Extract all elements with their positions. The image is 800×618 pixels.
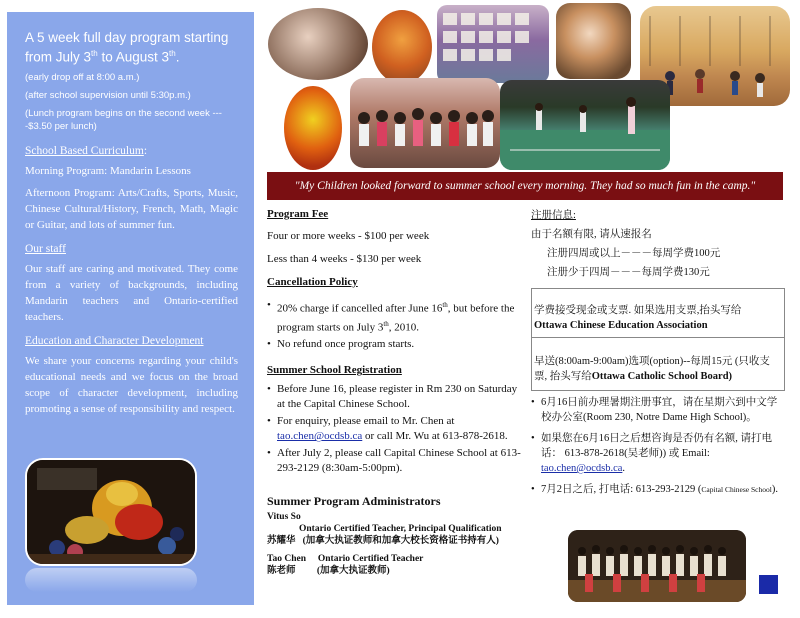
group-class-figures	[350, 78, 500, 168]
guitar-photo	[556, 3, 631, 79]
cancel-text-c: , 2010.	[388, 321, 420, 334]
crafts-photo	[372, 10, 432, 84]
cancel-sup-2: th	[383, 319, 389, 328]
hero-text-1: A 5 week full day program starting from July 3	[25, 30, 229, 65]
fee-four-plus-weeks: Four or more weeks - $100 per week	[267, 230, 430, 242]
early-dropoff-cn: 早送(8:00am-9:00am)选项(option)--每周15元 (只收支票, 抬头写给	[534, 356, 770, 382]
fee-under-four-cn: 注册少于四周－－－每周学费130元	[547, 267, 710, 278]
artwork-wall-photo	[437, 5, 549, 83]
cn-bullet-3-school: Capital Chinese School	[701, 485, 772, 494]
cn-bullet-1: • 6月16日前办理暑期注册事宜，请在星期六到中文学校办公室(Room 230, Notre Dame High School)。	[531, 395, 785, 425]
fee-four-plus-cn: 注册四周或以上－－－每周学费100元	[547, 248, 721, 259]
parent-testimonial-banner: "My Children looked forward to summer school every morning. They had so much fun in the camp."	[267, 172, 783, 200]
education-text: We share your concerns regarding your child's educational needs and we focus on the broad scope of character development, including promoting a sense of responsibility and respect.	[25, 354, 238, 415]
lunch-note: (Lunch program begins on the second week ----$3.50 per lunch)	[25, 107, 222, 132]
staff-heading: Our staff	[25, 242, 66, 255]
admin2-name: Tao Chen	[267, 554, 306, 565]
admin1-cn-row	[267, 535, 525, 547]
cancellation-heading: Cancellation Policy	[267, 276, 358, 288]
hero-text-3: .	[175, 49, 180, 65]
early-dropoff-box	[531, 338, 785, 391]
decorative-blue-square	[759, 575, 778, 594]
curriculum-heading	[25, 145, 238, 157]
registration-item-2	[267, 414, 525, 444]
middle-column	[267, 208, 525, 577]
admin1-cn-title: (加拿大执证教师和加拿大校长资格证书持有人)	[302, 536, 499, 547]
lion-costume-photo	[284, 86, 342, 170]
program-fee-heading: Program Fee	[267, 208, 329, 220]
after-school-note: (after school supervision until 5:30p.m.)	[25, 89, 191, 101]
payment-text: 学费接受现金或支票. 如果选用支票,抬头写给	[534, 305, 742, 316]
afternoon-program: Afternoon Program: Arts/Crafts, Sports, Music, Chinese Cultural/History, French, Math, Magic or Guitar, and lots of summer fun.	[25, 186, 238, 231]
admin1-cn-name: 苏耀华	[267, 536, 296, 547]
curriculum-colon: :	[143, 144, 148, 157]
admin2-title: Ontario Certified Teacher	[317, 554, 424, 565]
admin1-name: Vitus So	[267, 512, 301, 523]
morning-program: Morning Program: Mandarin Lessons	[25, 164, 191, 177]
registration-list	[267, 382, 525, 476]
cn-bullet-3-text: 7月2日之后, 打电话: 613-293-2129 (	[541, 484, 702, 495]
tennis-court	[500, 80, 670, 170]
admin2-cn-title: (加拿大执证教师)	[316, 566, 390, 577]
admin2-cn-name: 陈老师	[267, 566, 296, 577]
cancel-sup-1: th	[442, 301, 448, 309]
cn-bullet-2	[531, 431, 785, 476]
early-dropoff-org: Ottawa Catholic School Board)	[591, 371, 733, 382]
program-dates-headline	[25, 30, 238, 66]
hero-sup-1: th	[91, 49, 98, 58]
lion-dance-illustration	[27, 460, 197, 566]
admin2-cn-row	[267, 565, 525, 577]
cn-email-link[interactable]: tao.chen@ocdsb.ca	[541, 463, 623, 474]
group-class-photo	[350, 78, 500, 168]
payment-org: Ottawa Chinese Education Association	[534, 320, 708, 331]
cn-bullet-3-end: ).	[771, 484, 778, 495]
cancellation-item-2: • No refund once program starts.	[267, 337, 525, 352]
registration-item-3: • After July 2, please call Capital Chinese School at 613-293-2129 (8:30am-5:00pm).	[267, 446, 525, 476]
reg2-text-b: or call Mr. Wu at 613-878-2618.	[362, 430, 508, 443]
classroom-photo	[268, 8, 368, 80]
cancellation-list	[267, 298, 525, 352]
tennis-photo	[500, 80, 670, 170]
early-dropoff-note: (early drop off at 8:00 a.m.)	[25, 71, 140, 83]
limited-spots-line: 由于名额有限, 请从速报名	[531, 229, 652, 240]
payment-box	[531, 288, 785, 338]
cancel-text-a: 20% charge if cancelled after June 16	[277, 302, 443, 315]
hero-sup-2: th	[169, 49, 176, 58]
education-heading: Education and Character Development	[25, 334, 204, 347]
email-link[interactable]: tao.chen@ocdsb.ca	[277, 430, 363, 443]
photo-reflection	[25, 568, 197, 592]
fee-under-four-weeks: Less than 4 weeks - $130 per week	[267, 253, 422, 265]
admin2-row	[267, 553, 525, 565]
curriculum-heading-text: School Based Curriculum	[25, 144, 144, 157]
right-column-chinese	[531, 208, 785, 503]
artwork-grid	[437, 5, 549, 83]
registration-item-1: • Before June 16, please register in Rm 230 on Saturday at the Capital Chinese School.	[267, 382, 525, 412]
cancellation-item-1	[267, 298, 525, 335]
registration-heading: Summer School Registration	[267, 364, 402, 377]
chinese-bullet-list	[531, 395, 785, 497]
admin1-title: Ontario Certified Teacher, Principal Qualification	[299, 524, 502, 535]
cn-bullet-2-end: .	[622, 463, 626, 474]
graduation-figures	[568, 530, 746, 602]
reg2-text-a: For enquiry, please email to Mr. Chen at	[277, 415, 455, 428]
registration-info-heading: 注册信息:	[531, 210, 576, 221]
cn-bullet-3	[531, 482, 785, 497]
administrators-heading: Summer Program Administrators	[267, 494, 441, 509]
staff-text: Our staff are caring and motivated. They come from a variety of backgrounds, including Mandarin teachers and Ontario-certified teachers.	[25, 262, 238, 323]
cancel-text-b: , but before the program starts on July 3	[277, 302, 515, 334]
graduation-group-photo	[568, 530, 746, 602]
lion-dance-photo	[25, 458, 197, 566]
cn-bullet-2-text: 如果您在6月16日之后想咨询是否仍有名额, 请打电话： 613-878-2618(吴老师)) 或 Email:	[541, 433, 772, 459]
hero-text-2: to August 3	[97, 49, 170, 65]
